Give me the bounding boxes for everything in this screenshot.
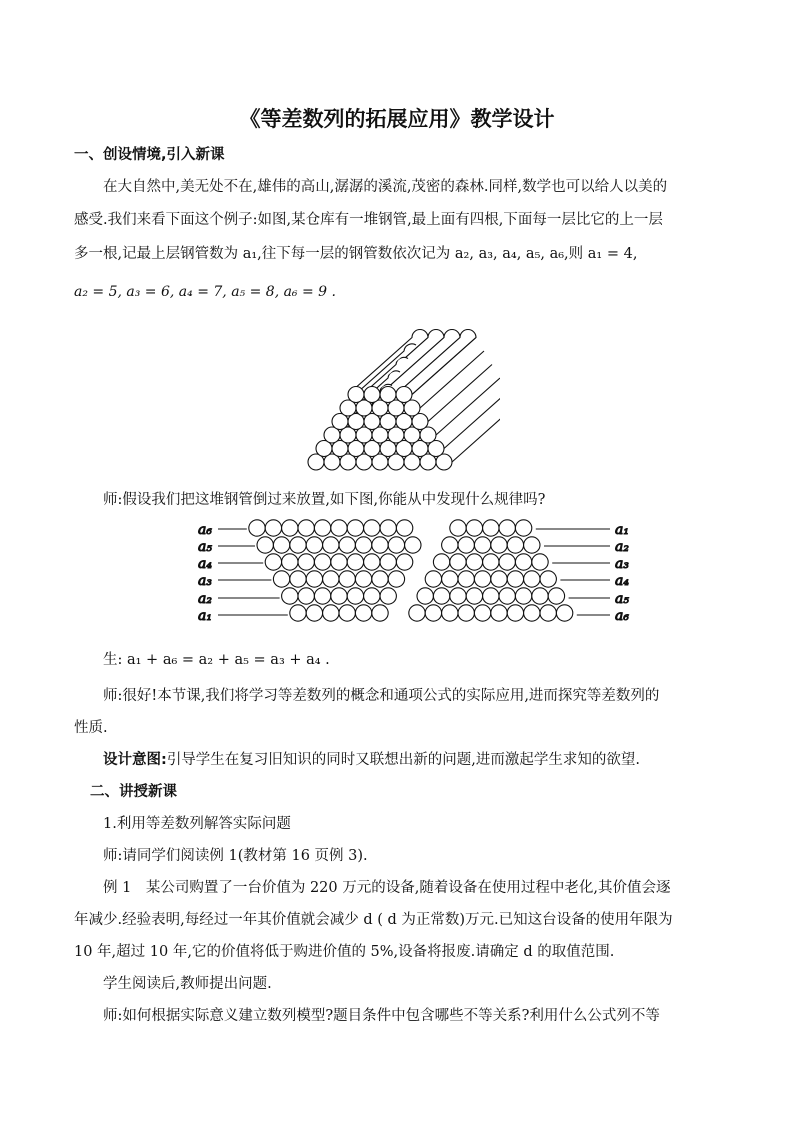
pipe-end (282, 588, 298, 604)
pipe-end (515, 520, 531, 536)
pipe-end (524, 537, 540, 553)
pipe-end (474, 571, 490, 587)
pipe-end (372, 571, 388, 587)
pipe-stack-figure (300, 322, 500, 472)
pipe-end (355, 571, 371, 587)
row-label-left: a₃ (198, 573, 212, 589)
paragraph-line: 师:如何根据实际意义建立数列模型?题目条件中包含哪些不等关系?利用什么公式列不等 (103, 1008, 660, 1024)
pipe-end (290, 537, 306, 553)
row-label-left: a₄ (198, 556, 212, 572)
pipe-end (483, 588, 499, 604)
pipe-end (442, 605, 458, 621)
pipe-end (298, 520, 314, 536)
design-intent-text: 引导学生在复习旧知识的同时又联想出新的问题,进而激起学生求知的欲望. (166, 752, 641, 768)
pipe-end (466, 520, 482, 536)
design-intent (74, 748, 720, 769)
pipe-end (364, 387, 380, 403)
pipe-end (442, 571, 458, 587)
paragraph-line: 多一根,记最上层钢管数为 a₁,往下每一层的钢管数依次记为 a₂, a₃, a₄, a₅, a₆,则 a₁ = 4, (74, 246, 638, 262)
teacher-question: 师:假设我们把这堆钢管倒过来放置,如下图,你能从中发现什么规律吗? (103, 492, 546, 508)
pipe-end (306, 605, 322, 621)
pipe-end (323, 571, 339, 587)
row-label-right: a₄ (615, 573, 629, 589)
pipe-end (331, 554, 347, 570)
student-answer-text: 生: a₁ + a₆ = a₂ + a₅ = a₃ + a₄ . (103, 652, 330, 668)
section-heading-2: 二、讲授新课 (90, 784, 177, 800)
pipe-end (364, 520, 380, 536)
row-label-right: a₆ (615, 608, 629, 624)
pipe-end (458, 571, 474, 587)
pipe-end (458, 537, 474, 553)
pipe-end (314, 554, 330, 570)
pipe-end (532, 588, 548, 604)
pipe-end (347, 520, 363, 536)
teacher-instruction: 师:请同学们阅读例 1(教材第 16 页例 3). (103, 848, 368, 864)
pipe-end (442, 537, 458, 553)
pipe-body (452, 405, 500, 462)
pipe-end (499, 588, 515, 604)
row-label-right: a₅ (615, 591, 629, 607)
pipe-rows-figure (190, 516, 640, 628)
pipe-end (466, 554, 482, 570)
pipe-end (474, 537, 490, 553)
pipe-end (306, 537, 322, 553)
pipe-end (265, 520, 281, 536)
pipe-end (499, 554, 515, 570)
pipe-end (347, 588, 363, 604)
pipe-end (396, 387, 412, 403)
pipe-end (314, 588, 330, 604)
pipe-end (491, 571, 507, 587)
pipe-end (556, 605, 572, 621)
pipe-end (491, 537, 507, 553)
pipe-end (323, 605, 339, 621)
pipe-end (290, 605, 306, 621)
pipe-end (388, 571, 404, 587)
pipe-end (364, 588, 380, 604)
pipe-end (306, 571, 322, 587)
pipe-end (298, 554, 314, 570)
row-label-right: a₂ (615, 539, 629, 555)
pipe-end (339, 537, 355, 553)
pipe-end (466, 588, 482, 604)
example-line: 10 年,超过 10 年,它的价值将低于购进价值的 5%,设备将报废.请确定 d 的取值范围. (74, 944, 615, 960)
pipe-end (450, 520, 466, 536)
pipe-end (339, 571, 355, 587)
pipe-end (396, 520, 412, 536)
paragraph-line: 学生阅读后,教师提出问题. (103, 976, 272, 992)
pipe-end (483, 554, 499, 570)
pipe-end (355, 605, 371, 621)
pipe-end (515, 588, 531, 604)
pipe-end (532, 554, 548, 570)
pipe-end (364, 554, 380, 570)
row-label-left: a₂ (198, 591, 212, 607)
pipe-end (380, 520, 396, 536)
pipe-end (265, 554, 281, 570)
pipe-end (507, 571, 523, 587)
pipe-end (249, 520, 265, 536)
pipe-end (380, 588, 396, 604)
pipe-end (273, 537, 289, 553)
pipe-end (507, 537, 523, 553)
pipe-end (355, 537, 371, 553)
equation-line: a₂ = 5, a₃ = 6, a₄ = 7, a₅ = 8, a₆ = 9 . (74, 284, 336, 300)
row-label-left: a₅ (198, 539, 212, 555)
pipe-end (396, 554, 412, 570)
pipe-end (417, 588, 433, 604)
student-answer (74, 648, 720, 669)
pipe-end (458, 605, 474, 621)
pipe-end (540, 605, 556, 621)
pipe-end (540, 571, 556, 587)
pipe-end (290, 571, 306, 587)
pipe-end (491, 605, 507, 621)
pipe-end (314, 520, 330, 536)
pipe-end (273, 571, 289, 587)
paragraph-line: 在大自然中,美无处不在,雄伟的高山,潺潺的溪流,茂密的森林.同样,数学也可以给人以美的 (103, 179, 668, 195)
pipe-end (524, 605, 540, 621)
row-label-right: a₁ (615, 522, 629, 538)
pipe-end (388, 537, 404, 553)
pipe-end (524, 571, 540, 587)
row-label-left: a₁ (198, 608, 212, 624)
subsection-title: 1.利用等差数列解答实际问题 (103, 816, 291, 832)
section-heading-1: 一、创设情境,引入新课 (74, 147, 225, 163)
pipe-end (515, 554, 531, 570)
pipe-end (433, 554, 449, 570)
page-title: 《等差数列的拓展应用》教学设计 (239, 107, 555, 131)
pipe-end (282, 554, 298, 570)
pipe-end (409, 605, 425, 621)
pipe-end (331, 588, 347, 604)
example-line: 例 1 某公司购置了一台价值为 220 万元的设备,随着设备在使用过程中老化,其价值会逐 (103, 880, 671, 896)
pipe-end (405, 537, 421, 553)
pipe-end (348, 387, 364, 403)
pipe-end (380, 387, 396, 403)
paragraph-line: 感受.我们来看下面这个例子:如图,某仓库有一堆钢管,最上面有四根,下面每一层比它的上一层 (74, 212, 663, 228)
pipe-end (323, 537, 339, 553)
pipe-end (474, 605, 490, 621)
pipe-end (499, 520, 515, 536)
pipe-end (331, 520, 347, 536)
pipe-end (347, 554, 363, 570)
pipe-end (450, 588, 466, 604)
row-label-right: a₃ (615, 556, 629, 572)
paragraph-line: 师:很好!本节课,我们将学习等差数列的概念和通项公式的实际应用,进而探究等差数列的 (103, 688, 660, 704)
row-label-left: a₆ (198, 522, 212, 538)
pipe-end (450, 554, 466, 570)
design-intent-label: 设计意图: (103, 752, 167, 768)
pipe-end (425, 605, 441, 621)
pipe-end (257, 537, 273, 553)
pipe-end (507, 605, 523, 621)
pipe-end (339, 605, 355, 621)
pipe-end (483, 520, 499, 536)
pipe-end (425, 571, 441, 587)
pipe-end (372, 537, 388, 553)
pipe-end (372, 605, 388, 621)
paragraph-line: 性质. (74, 720, 108, 736)
example-line: 年减少.经验表明,每经过一年其价值就会减少 d ( d 为正常数)万元.已知这台设备的使用年限为 (74, 912, 673, 928)
pipe-end (298, 588, 314, 604)
pipe-end (380, 554, 396, 570)
pipe-end (433, 588, 449, 604)
pipe-end (282, 520, 298, 536)
pipe-end (548, 588, 564, 604)
